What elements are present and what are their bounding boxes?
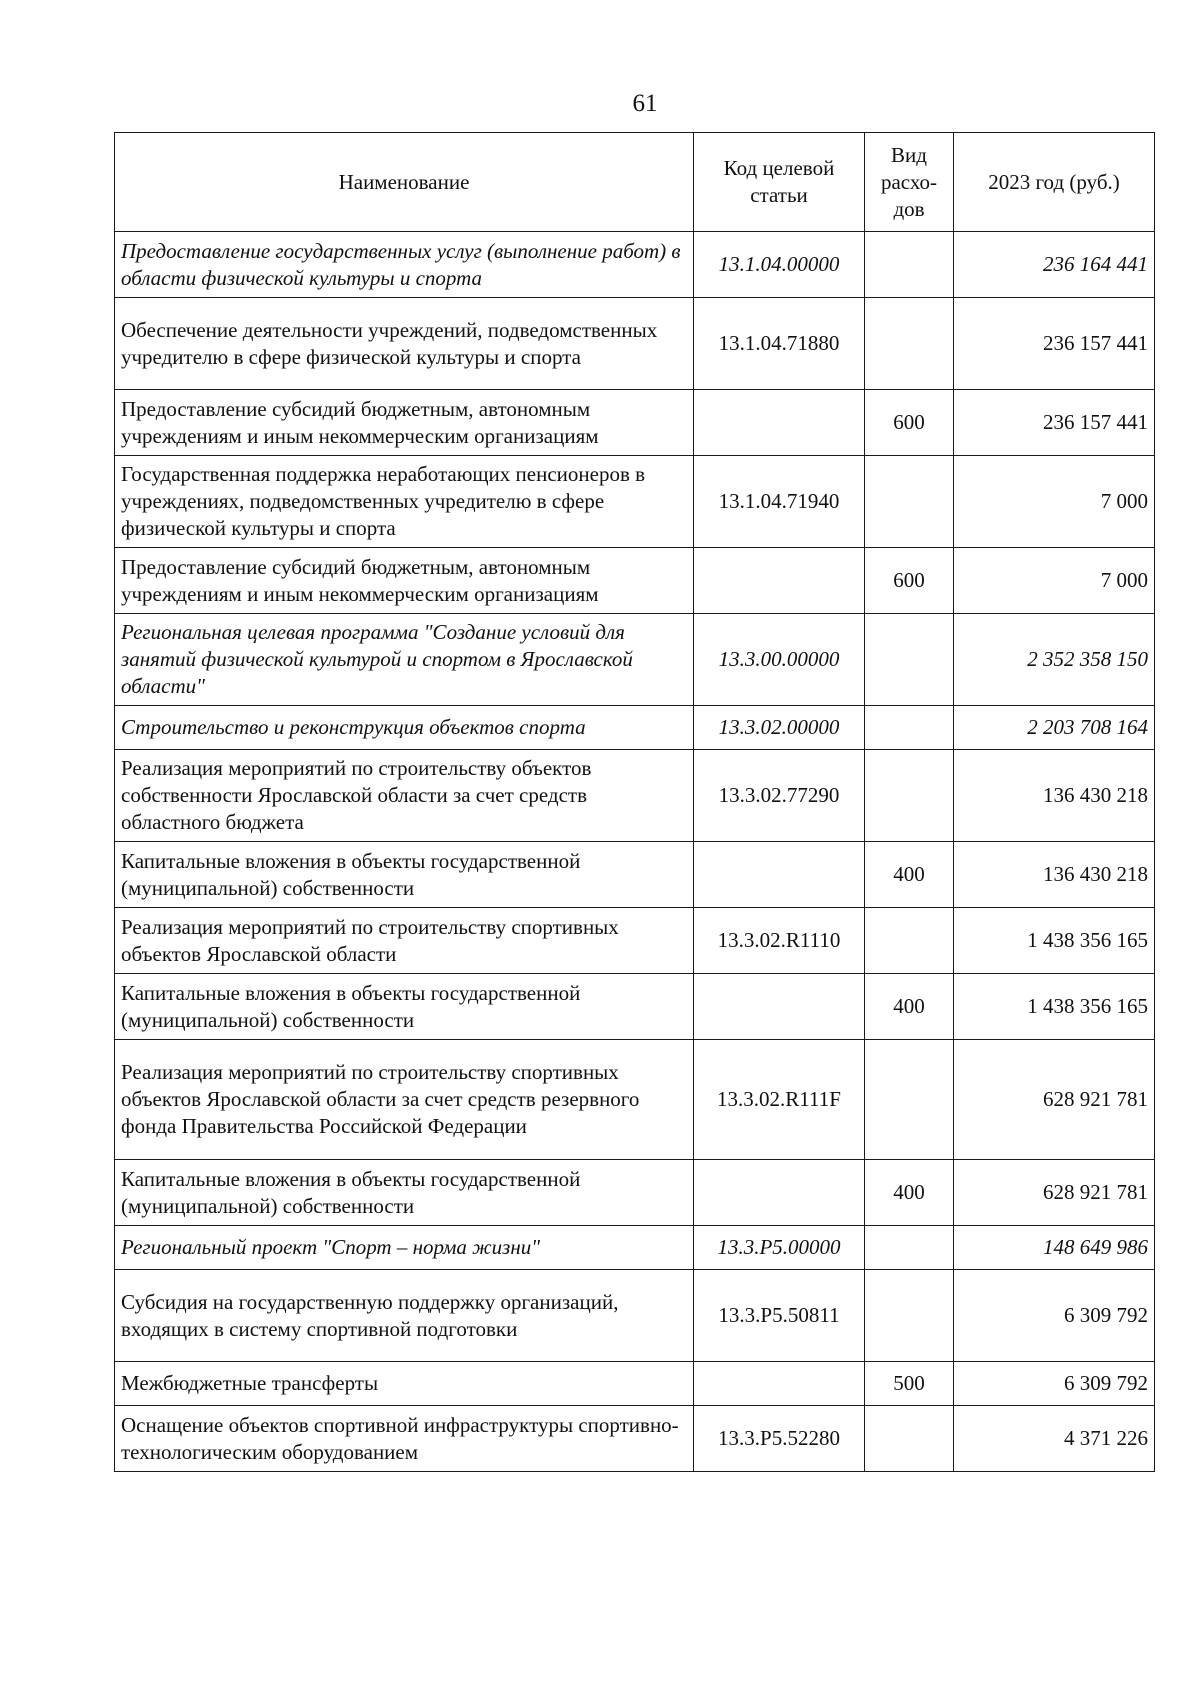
table-header-row bbox=[115, 133, 1155, 232]
budget-table bbox=[114, 132, 1155, 1472]
cell-name: Реализация мероприятий по строительству объектов собственности Ярославской области за счет средств областного бюджета bbox=[115, 750, 694, 842]
cell-kind: 600 bbox=[865, 390, 954, 456]
cell-name: Предоставление субсидий бюджетным, автономным учреждениям и иным некоммерческим организациям bbox=[115, 390, 694, 456]
cell-code: 13.3.02.77290 bbox=[694, 750, 865, 842]
cell-sum: 1 438 356 165 bbox=[954, 908, 1155, 974]
cell-sum: 236 157 441 bbox=[954, 390, 1155, 456]
cell-code: 13.1.04.00000 bbox=[694, 232, 865, 298]
table-row bbox=[115, 842, 1155, 908]
cell-kind bbox=[865, 1270, 954, 1362]
table-row bbox=[115, 456, 1155, 548]
table-row bbox=[115, 298, 1155, 390]
header-name: Наименование bbox=[115, 133, 694, 232]
table-row bbox=[115, 750, 1155, 842]
cell-sum: 628 921 781 bbox=[954, 1160, 1155, 1226]
table-row bbox=[115, 390, 1155, 456]
table-body bbox=[115, 232, 1155, 1472]
cell-name: Оснащение объектов спортивной инфраструктуры спортивно-технологическим оборудованием bbox=[115, 1406, 694, 1472]
cell-sum: 1 438 356 165 bbox=[954, 974, 1155, 1040]
table-row bbox=[115, 974, 1155, 1040]
cell-sum: 136 430 218 bbox=[954, 750, 1155, 842]
cell-name: Обеспечение деятельности учреждений, подведомственных учредителю в сфере физической культуры и спорта bbox=[115, 298, 694, 390]
cell-sum: 7 000 bbox=[954, 456, 1155, 548]
cell-kind bbox=[865, 1406, 954, 1472]
cell-sum: 236 164 441 bbox=[954, 232, 1155, 298]
cell-kind bbox=[865, 908, 954, 974]
cell-code bbox=[694, 842, 865, 908]
cell-name: Капитальные вложения в объекты государственной (муниципальной) собственности bbox=[115, 974, 694, 1040]
cell-name: Предоставление государственных услуг (выполнение работ) в области физической культуры и спорта bbox=[115, 232, 694, 298]
cell-sum: 6 309 792 bbox=[954, 1362, 1155, 1406]
cell-kind: 400 bbox=[865, 974, 954, 1040]
cell-code: 13.1.04.71880 bbox=[694, 298, 865, 390]
cell-name: Региональный проект "Спорт – норма жизни" bbox=[115, 1226, 694, 1270]
cell-sum: 2 352 358 150 bbox=[954, 614, 1155, 706]
cell-code: 13.3.P5.52280 bbox=[694, 1406, 865, 1472]
cell-sum: 236 157 441 bbox=[954, 298, 1155, 390]
cell-sum: 7 000 bbox=[954, 548, 1155, 614]
table-row bbox=[115, 548, 1155, 614]
cell-sum: 628 921 781 bbox=[954, 1040, 1155, 1160]
header-kind: Вид расхо-дов bbox=[865, 133, 954, 232]
cell-sum: 6 309 792 bbox=[954, 1270, 1155, 1362]
cell-name: Региональная целевая программа "Создание условий для занятий физической культурой и спортом в Ярославской области" bbox=[115, 614, 694, 706]
page-number: 61 bbox=[632, 90, 658, 117]
cell-sum: 148 649 986 bbox=[954, 1226, 1155, 1270]
cell-sum: 2 203 708 164 bbox=[954, 706, 1155, 750]
header-sum: 2023 год (руб.) bbox=[954, 133, 1155, 232]
header-code: Код целевой статьи bbox=[694, 133, 865, 232]
cell-name: Государственная поддержка неработающих пенсионеров в учреждениях, подведомственных учредителю в сфере физической культуры и спорта bbox=[115, 456, 694, 548]
cell-code bbox=[694, 548, 865, 614]
table-row bbox=[115, 232, 1155, 298]
table-row bbox=[115, 908, 1155, 974]
cell-code: 13.1.04.71940 bbox=[694, 456, 865, 548]
cell-kind bbox=[865, 750, 954, 842]
table-row bbox=[115, 614, 1155, 706]
table-row bbox=[115, 1362, 1155, 1406]
cell-sum: 136 430 218 bbox=[954, 842, 1155, 908]
cell-code: 13.3.02.R1110 bbox=[694, 908, 865, 974]
table-row bbox=[115, 1040, 1155, 1160]
cell-name: Строительство и реконструкция объектов спорта bbox=[115, 706, 694, 750]
cell-kind: 400 bbox=[865, 1160, 954, 1226]
cell-kind bbox=[865, 456, 954, 548]
cell-name: Межбюджетные трансферты bbox=[115, 1362, 694, 1406]
cell-name: Предоставление субсидий бюджетным, автономным учреждениям и иным некоммерческим организациям bbox=[115, 548, 694, 614]
cell-code bbox=[694, 1160, 865, 1226]
cell-code bbox=[694, 390, 865, 456]
cell-kind bbox=[865, 298, 954, 390]
cell-code bbox=[694, 1362, 865, 1406]
cell-kind bbox=[865, 706, 954, 750]
cell-code: 13.3.P5.50811 bbox=[694, 1270, 865, 1362]
cell-name: Капитальные вложения в объекты государственной (муниципальной) собственности bbox=[115, 1160, 694, 1226]
table-row bbox=[115, 1226, 1155, 1270]
cell-code: 13.3.02.00000 bbox=[694, 706, 865, 750]
cell-code bbox=[694, 974, 865, 1040]
cell-kind: 600 bbox=[865, 548, 954, 614]
table-row bbox=[115, 1160, 1155, 1226]
cell-name: Субсидия на государственную поддержку организаций, входящих в систему спортивной подготовки bbox=[115, 1270, 694, 1362]
cell-kind bbox=[865, 232, 954, 298]
cell-code: 13.3.P5.00000 bbox=[694, 1226, 865, 1270]
cell-code: 13.3.00.00000 bbox=[694, 614, 865, 706]
cell-kind bbox=[865, 1226, 954, 1270]
cell-kind bbox=[865, 1040, 954, 1160]
cell-name: Реализация мероприятий по строительству спортивных объектов Ярославской области bbox=[115, 908, 694, 974]
table-row bbox=[115, 1270, 1155, 1362]
table-row bbox=[115, 1406, 1155, 1472]
cell-sum: 4 371 226 bbox=[954, 1406, 1155, 1472]
cell-kind: 500 bbox=[865, 1362, 954, 1406]
cell-code: 13.3.02.R111F bbox=[694, 1040, 865, 1160]
cell-name: Реализация мероприятий по строительству спортивных объектов Ярославской области за счет средств резервного фонда Правительства Российской Федерации bbox=[115, 1040, 694, 1160]
cell-kind bbox=[865, 614, 954, 706]
table-row bbox=[115, 706, 1155, 750]
cell-name: Капитальные вложения в объекты государственной (муниципальной) собственности bbox=[115, 842, 694, 908]
cell-kind: 400 bbox=[865, 842, 954, 908]
